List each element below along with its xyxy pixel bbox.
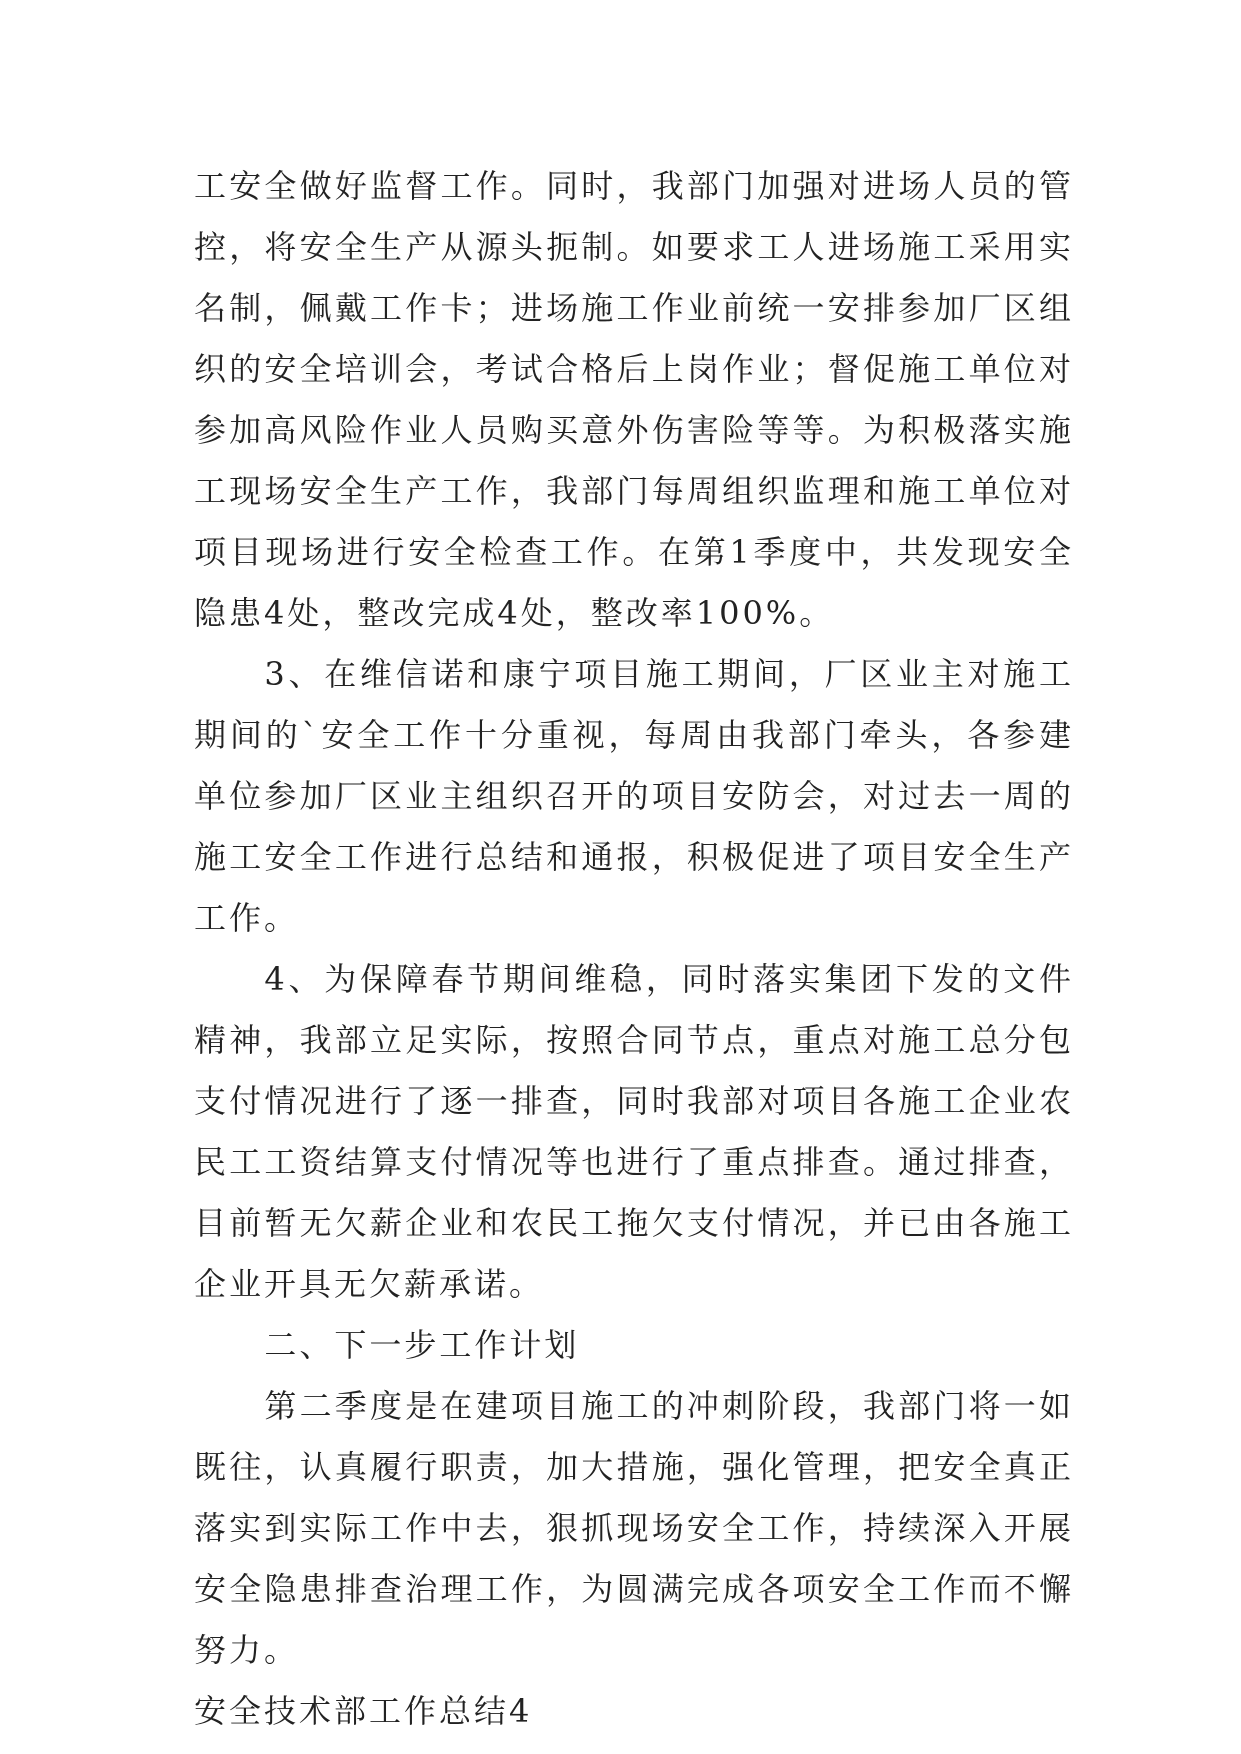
heading-next-plan: 二、下一步工作计划 <box>264 1326 580 1364</box>
paragraph-plan: 第二季度是在建项目施工的冲刺阶段，我部门将一如既往，认真履行职责，加大措施，强化管理，把安全真正落实到实际工作中去，狠抓现场安全工作，持续深入开展安全隐患排查治理工作，为圆满完成各项安全工作而不懈努力。 <box>194 1387 1074 1669</box>
document-body <box>194 156 1074 1742</box>
paragraph-item-4: 4、为保障春节期间维稳，同时落实集团下发的文件精神，我部立足实际，按照合同节点，重点对施工总分包支付情况进行了逐一排查，同时我部对项目各施工企业农民工工资结算支付情况等也进行了重点排查。通过排查，目前暂无欠薪企业和农民工拖欠支付情况，并已由各施工企业开具无欠薪承诺。 <box>194 960 1074 1303</box>
paragraph-supervision: 工安全做好监督工作。同时，我部门加强对进场人员的管控，将安全生产从源头扼制。如要求工人进场施工采用实名制，佩戴工作卡；进场施工作业前统一安排参加厂区组织的安全培训会，考试合格后上岗作业；督促施工单位对参加高风险作业人员购买意外伤害险等等。为积极落实施工现场安全生产工作，我部门每周组织监理和施工单位对项目现场进行安全检查工作。在第1季度中，共发现安全隐患4处，整改完成4处，整改率100%。 <box>194 167 1074 632</box>
paragraph-item-3: 3、在维信诺和康宁项目施工期间，厂区业主对施工期间的`安全工作十分重视，每周由我部门牵头，各参建单位参加厂区业主组织召开的项目安防会，对过去一周的施工安全工作进行总结和通报，积极促进了项目安全生产工作。 <box>194 655 1074 937</box>
section-title: 安全技术部工作总结4 <box>194 1692 533 1730</box>
